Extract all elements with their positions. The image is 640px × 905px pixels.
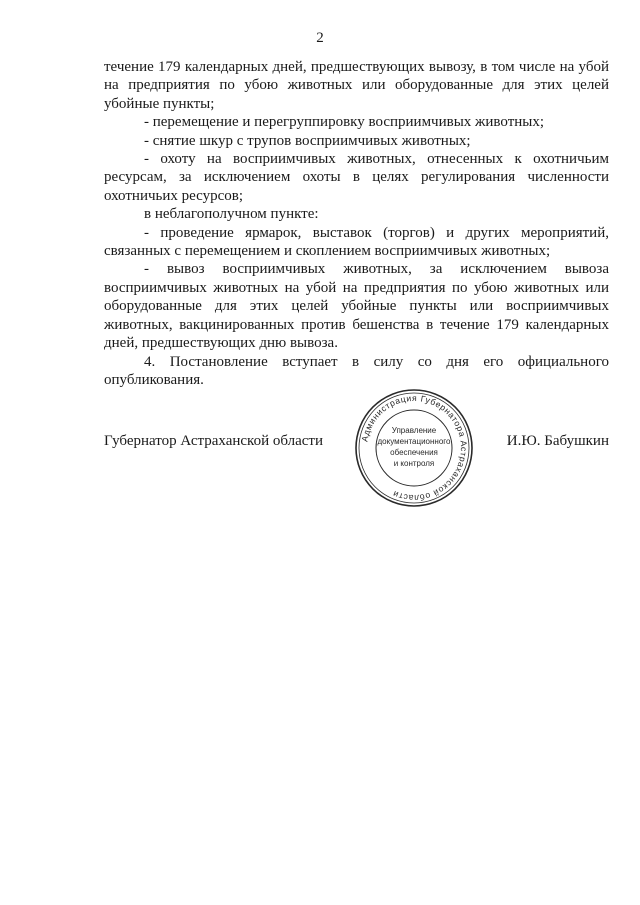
paragraph-7: - вывоз восприимчивых животных, за исключением вывоза восприимчивых животных на убой на предприятия по убою животных или оборудованные для этих целей убойные пункты или восприимчивых животных, вакцинированных против бешенства в течение 179 календарных дней, предшествующих дню вывоза. (104, 261, 609, 352)
signatory-name: И.Ю. Бабушкин (506, 433, 609, 449)
stamp-line-3: обеспечения (390, 448, 438, 457)
paragraph-4: - охоту на восприимчивых животных, отнесенных к охотничьим ресурсам, за исключением охоты в целях регулирования численности охотничьих ресурсов; (104, 151, 609, 204)
paragraph-5: в неблагополучном пункте: (144, 206, 319, 223)
stamp-line-1: Управление (391, 426, 437, 435)
paragraph-6: - проведение ярмарок, выставок (торгов) и других мероприятий, связанных с перемещением и скоплением восприимчивых животных; (104, 224, 609, 260)
paragraph-3: - снятие шкур с трупов восприимчивых животных; (144, 132, 471, 149)
page-number: 2 (316, 30, 324, 46)
stamp-line-2: документационного (377, 437, 451, 446)
signatory-position: Губернатор Астраханской области (104, 433, 324, 449)
paragraph-8: 4. Постановление вступает в силу со дня его официального опубликования. (104, 353, 609, 388)
stamp-ring-text: Администрация Губернатора Астраханской области (359, 392, 470, 504)
paragraph-1: течение 179 календарных дней, предшествующих вывозу, в том числе на убой на предприятия по убою животных или оборудованные для этих целей убойные пункты; (104, 59, 609, 112)
official-stamp (352, 386, 476, 510)
paragraph-2: - перемещение и перегруппировку восприимчивых животных; (144, 114, 545, 131)
stamp-line-4: и контроля (393, 459, 435, 468)
document-body (104, 58, 609, 389)
